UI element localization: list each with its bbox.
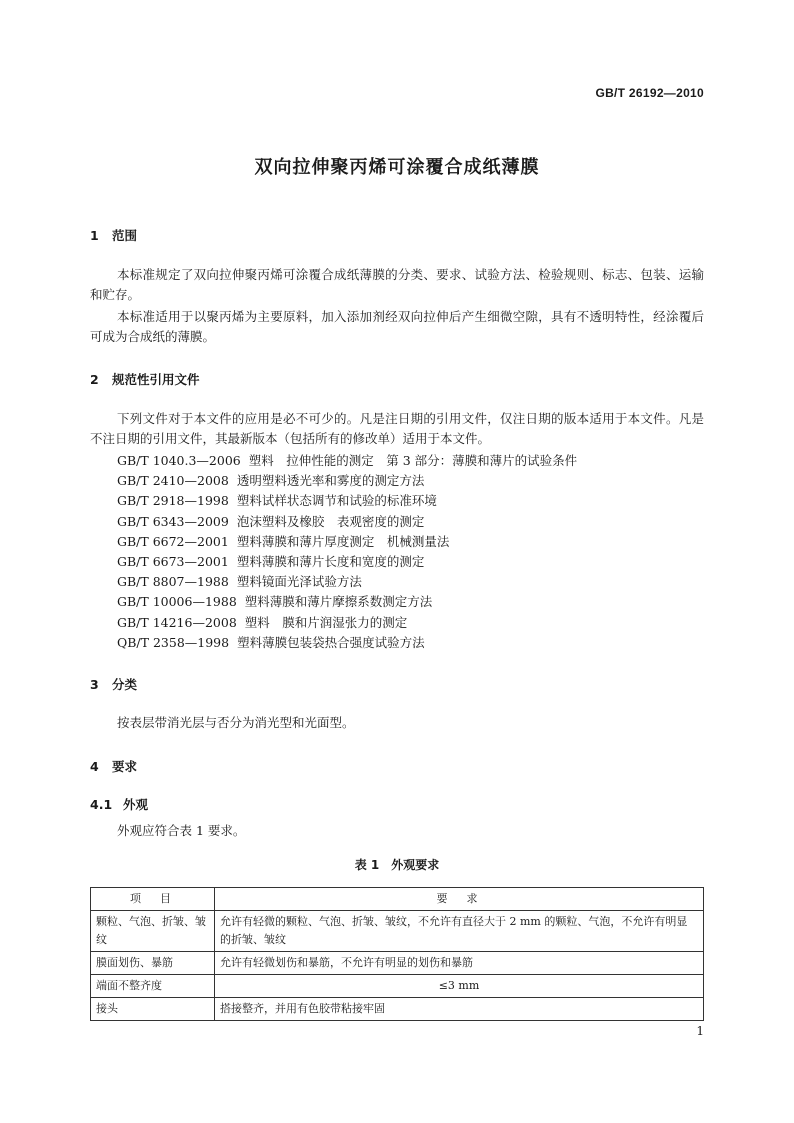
reference-code: QB/T 2358—1998	[117, 634, 230, 650]
table-row	[91, 998, 704, 1021]
reference-item	[117, 592, 577, 612]
table-cell-item: 接头	[91, 998, 215, 1021]
table-cell-item: 颗粒、气泡、折皱、皱纹	[91, 911, 215, 952]
column-header-requirement: 要 求	[215, 888, 704, 911]
section-heading-normative-references	[90, 370, 200, 388]
reference-title: 泡沫塑料及橡胶 表观密度的测定	[236, 513, 425, 529]
column-header-item: 项 目	[91, 888, 215, 911]
table-row	[91, 975, 704, 998]
reference-item	[117, 512, 577, 532]
reference-item	[117, 451, 577, 471]
section-number: 1	[90, 228, 99, 243]
section-number: 4.1	[90, 797, 113, 812]
reference-item	[117, 552, 577, 572]
reference-code: GB/T 10006—1988	[117, 594, 237, 610]
reference-code: GB/T 14216—2008	[117, 614, 237, 630]
reference-code: GB/T 2410—2008	[117, 473, 229, 489]
page-number: 1	[696, 1024, 704, 1038]
section-heading-requirements	[90, 757, 137, 775]
reference-code: GB/T 2918—1998	[117, 493, 229, 509]
table-cell-requirement: 搭接整齐，并用有色胶带粘接牢固	[215, 998, 704, 1021]
subsection-heading-appearance	[90, 795, 148, 813]
table-cell-item: 端面不整齐度	[91, 975, 215, 998]
reference-title: 塑料试样状态调节和试验的标准环境	[236, 493, 437, 509]
scope-paragraph-1: 本标准规定了双向拉伸聚丙烯可涂覆合成纸薄膜的分类、要求、试验方法、检验规则、标志、包装、运输和贮存。	[90, 267, 704, 302]
scope-paragraph-2: 本标准适用于以聚丙烯为主要原料，加入添加剂经双向拉伸后产生细微空隙，具有不透明特性，经涂覆后可成为合成纸的薄膜。	[90, 309, 704, 344]
table-header-row	[91, 888, 704, 911]
reference-title: 塑料 膜和片润湿张力的测定	[244, 614, 408, 630]
standard-code: GB/T 26192—2010	[595, 86, 704, 100]
section-title: 要求	[112, 759, 138, 774]
reference-code: GB/T 6672—2001	[117, 533, 229, 549]
section-title: 范围	[112, 228, 138, 243]
reference-title: 透明塑料透光率和雾度的测定方法	[236, 473, 425, 489]
table-caption: 表 1 外观要求	[354, 858, 440, 872]
section-title: 规范性引用文件	[112, 372, 200, 387]
reference-item	[117, 633, 577, 653]
section-title: 外观	[123, 797, 149, 812]
reference-code: GB/T 6673—2001	[117, 554, 229, 570]
reference-title: 塑料 拉伸性能的测定 第 3 部分：薄膜和薄片的试验条件	[248, 453, 578, 468]
section-heading-classification	[90, 675, 137, 693]
appearance-paragraph: 外观应符合表 1 要求。	[117, 823, 246, 838]
section-number: 3	[90, 677, 99, 692]
table-row	[91, 911, 704, 952]
section-number: 4	[90, 759, 99, 774]
reference-list	[117, 451, 577, 653]
reference-title: 塑料薄膜和薄片长度和宽度的测定	[236, 554, 425, 570]
appearance-requirements-table	[90, 887, 704, 1021]
section-heading-scope	[90, 226, 137, 244]
section-number: 2	[90, 372, 99, 387]
reference-title: 塑料薄膜包装袋热合强度试验方法	[237, 634, 425, 650]
table-cell-requirement: ≤3 mm	[215, 975, 704, 998]
reference-code: GB/T 1040.3—2006	[117, 453, 241, 468]
reference-item	[117, 532, 577, 552]
table-cell-requirement: 允许有轻微划伤和暴筋，不允许有明显的划伤和暴筋	[215, 952, 704, 975]
classification-paragraph: 按表层带消光层与否分为消光型和光面型。	[117, 715, 355, 730]
reference-code: GB/T 6343—2009	[117, 513, 229, 529]
reference-title: 塑料镜面光泽试验方法	[236, 574, 362, 590]
reference-code: GB/T 8807—1988	[117, 574, 229, 590]
reference-item	[117, 572, 577, 592]
table-row	[91, 952, 704, 975]
references-intro-paragraph: 下列文件对于本文件的应用是必不可少的。凡是注日期的引用文件，仅注日期的版本适用于本文件。凡是不注日期的引用文件，其最新版本（包括所有的修改单）适用于本文件。	[90, 411, 704, 446]
reference-item	[117, 471, 577, 491]
reference-item	[117, 613, 577, 633]
reference-title: 塑料薄膜和薄片厚度测定 机械测量法	[236, 533, 450, 549]
reference-title: 塑料薄膜和薄片摩擦系数测定方法	[244, 594, 433, 610]
table-cell-item: 膜面划伤、暴筋	[91, 952, 215, 975]
reference-item	[117, 491, 577, 511]
document-title: 双向拉伸聚丙烯可涂覆合成纸薄膜	[254, 157, 540, 178]
table-cell-requirement: 允许有轻微的颗粒、气泡、折皱、皱纹，不允许有直径大于 2 mm 的颗粒、气泡，不允许有明显的折皱、皱纹	[215, 911, 704, 952]
section-title: 分类	[112, 677, 138, 692]
